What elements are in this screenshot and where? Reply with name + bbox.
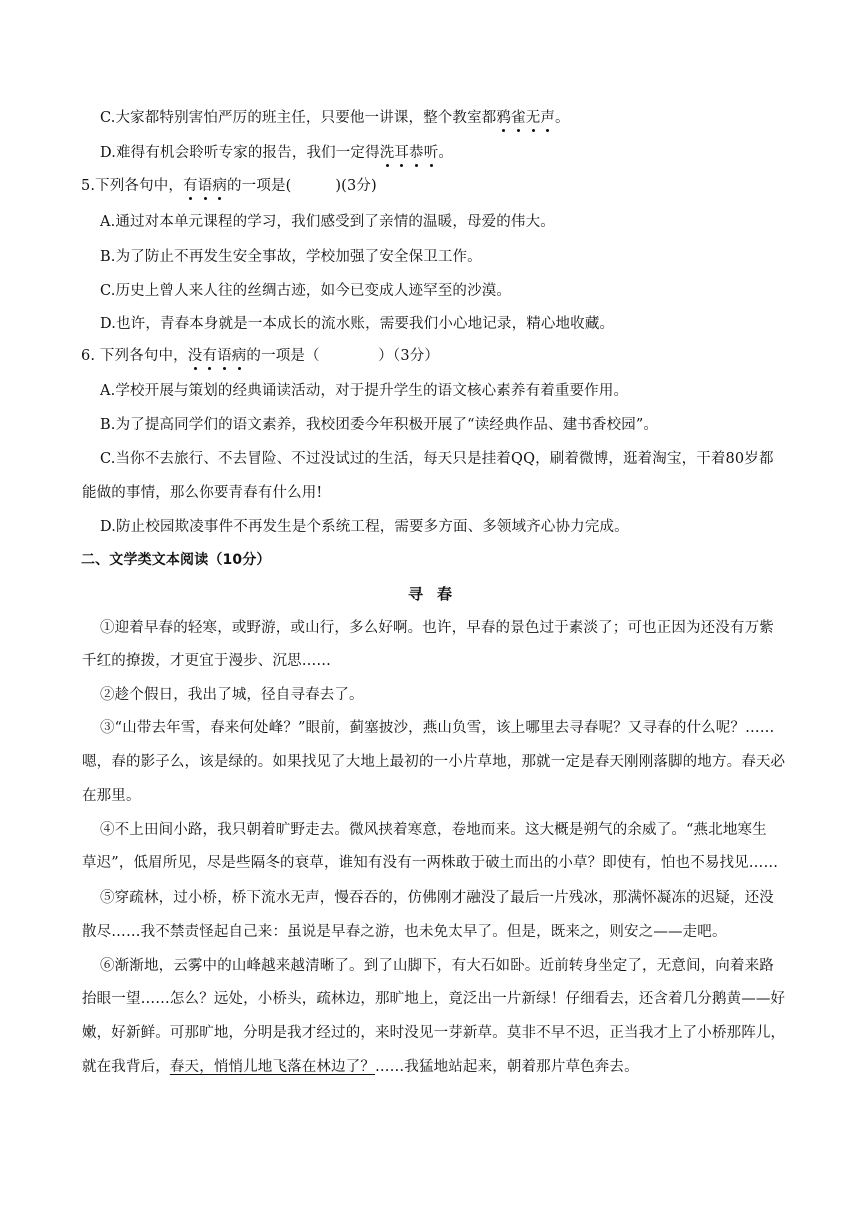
emphasis-char: 耳 [394, 145, 410, 161]
emphasis-char: 鸦 [496, 110, 512, 126]
emphasis-char: 语 [197, 178, 213, 194]
question-5-prefix: 5.下列各句中， [81, 178, 184, 194]
emphasis-char: 声 [540, 110, 556, 126]
q4-option-c-text: C.大家都特别害怕严厉的班主任，只要他一讲课，整个教室都 [100, 110, 497, 126]
question-6-prefix: 6. 下列各句中， [81, 348, 188, 364]
question-6-suffix: 的一项是（ ）（3分） [246, 348, 439, 364]
passage-title: 寻春 [407, 585, 466, 603]
paragraph-2-line: ②趁个假日，我出了城，径自寻春去了。 [100, 687, 364, 703]
paragraph-4-line: 草迟”，低眉所见，尽是些隔冬的衰草，谁知有没有一两株敢于破土而出的小草？即使有，怕也不易找见…… [82, 855, 779, 871]
emphasis-char: 病 [212, 178, 228, 194]
emphasis-char: 洗 [379, 145, 395, 161]
emphasis-char: 雀 [511, 110, 526, 126]
emphasis-char: 有 [183, 178, 198, 194]
q4-option-c-end: 。 [555, 110, 570, 126]
paragraph-3-line: 嗯，春的影子么，该是绿的。如果找见了大地上最初的一小片草地，那就一定是春天刚刚落脚的地方。春天必 [82, 754, 786, 770]
paragraph-1-line: 千红的撩拨，才更宜于漫步、沉思…… [82, 653, 332, 669]
question-6-stem [81, 346, 439, 366]
q6-option-c-line2: 能做的事情，那么你要青春有什么用! [82, 485, 323, 501]
q4-option-c [100, 108, 570, 128]
emphasis-char: 有 [202, 348, 218, 364]
q5-option-b: B.为了防止不再发生安全事故，学校加强了安全保卫工作。 [100, 249, 482, 265]
q6-option-b: B.为了提高同学们的语文素养，我校团委今年积极开展了“读经典作品、建书香校园”。 [100, 417, 659, 433]
paragraph-3-line: ③“山带去年雪，春来何处峰？”眼前，蓟塞披沙，燕山负雪，该上哪里去寻春呢？又寻春的什么呢？…… [100, 720, 775, 736]
paragraph-6-text: 就在我背后， [82, 1059, 170, 1075]
underlined-sentence: 春天，悄悄儿地飞落在林边了？ [169, 1059, 376, 1075]
emphasis-char: 无 [525, 110, 541, 126]
paragraph-3-line: 在那里。 [82, 788, 141, 804]
q4-option-d-end: 。 [438, 145, 453, 161]
question-5-stem [81, 176, 377, 196]
emphasis-char: 听 [423, 145, 439, 161]
emphasis-char: 恭 [409, 145, 424, 161]
paragraph-5-line: ⑤穿疏林，过小桥，桥下流水无声，慢吞吞的，仿佛刚才融没了最后一片残冰，那满怀凝冻的迟疑，还没 [100, 890, 774, 906]
q5-option-a: A.通过对本单元课程的学习，我们感受到了亲情的温暖，母爱的伟大。 [100, 214, 555, 230]
paragraph-1-line: ①迎着早春的轻寒，或野游，或山行，多么好啊。也许，早春的景色过于素淡了；可也正因为还没有万紫 [100, 620, 774, 636]
q6-option-d: D.防止校园欺凌事件不再发生是个系统工程，需要多方面、多领域齐心协力完成。 [100, 519, 629, 535]
paragraph-6-line: ⑥渐渐地，云雾中的山峰越来越清晰了。到了山脚下，有大石如卧。近前转身坐定了，无意间，向着来路 [100, 958, 774, 974]
emphasis-char: 语 [217, 348, 232, 364]
question-5-suffix: 的一项是( )(3分) [227, 178, 377, 194]
emphasis-char: 没 [187, 348, 203, 364]
paragraph-6-line [82, 1057, 639, 1077]
paragraph-6-text: ……我猛地站起来，朝着那片草色奔去。 [375, 1059, 639, 1075]
paragraph-6-line: 嫩，好新鲜。可那旷地，分明是我才经过的，来时没见一芽新草。莫非不早不迟，正当我才上了小桥那阵儿， [82, 1025, 786, 1041]
q5-option-c: C.历史上曾人来人往的丝绸古迹，如今已变成人迹罕至的沙漠。 [100, 283, 512, 299]
q5-option-d: D.也许，青春本身就是一本成长的流水账，需要我们小心地记录，精心地收藏。 [100, 316, 615, 332]
q6-option-a: A.学校开展与策划的经典诵读活动，对于提升学生的语文核心素养有着重要作用。 [100, 383, 629, 399]
paragraph-5-line: 散尽……我不禁责怪起自己来：虽说是早春之游，也未免太早了。但是，既来之，则安之——走吧。 [82, 924, 727, 940]
q4-option-d-text: D.难得有机会聆听专家的报告，我们一定得 [100, 145, 380, 161]
q4-option-d [100, 143, 453, 163]
paragraph-6-line: 抬眼一望……怎么？远处，小桥头，疏林边，那旷地上，竟泛出一片新绿！仔细看去，还含着几分鹅黄——好 [82, 991, 786, 1007]
section-heading: 二、文学类文本阅读（10分） [81, 552, 271, 568]
q6-option-c-line1: C.当你不去旅行、不去冒险、不过没试过的生活，每天只是挂着QQ，刷着微博，逛着淘宝，干着80岁都 [100, 451, 774, 467]
paragraph-4-line: ④不上田间小路，我只朝着旷野走去。微风挟着寒意，卷地而来。这大概是朔气的余威了。“燕北地寒生 [100, 822, 767, 838]
emphasis-char: 病 [231, 348, 247, 364]
